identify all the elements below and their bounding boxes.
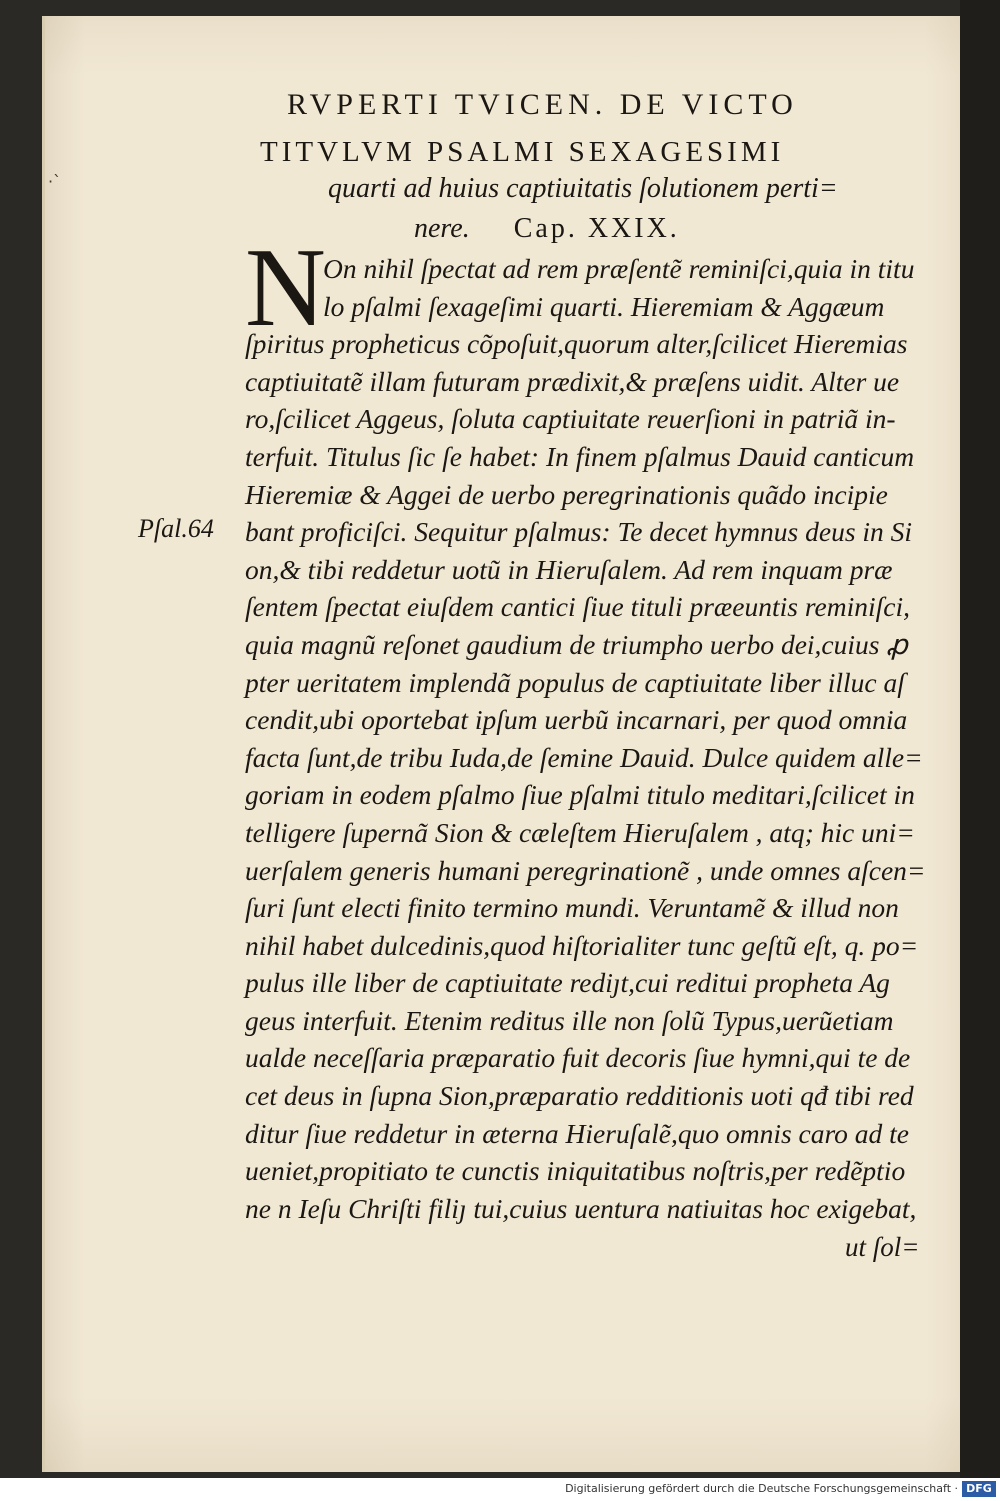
catchword: ut ſol= [845, 1232, 920, 1262]
text-line: cendit,ubi oportebat ipſum uerbũ incarnari, per quod omnia [245, 704, 908, 736]
text-line: ſpiritus propheticus cõpoſuit,quorum alter,ſcilicet Hieremias [245, 328, 908, 360]
side-mark: ·` [48, 172, 62, 191]
chapter-title [260, 136, 860, 249]
body-text [245, 250, 935, 1227]
text-line: quia magnũ reſonet gaudium de triumpho uerbo dei,cuius ꝓ [245, 628, 908, 660]
text-line: ro,ſcilicet Aggeus, ſoluta captiuitate reuerſioni in patriã in- [245, 403, 896, 435]
text-line: telligere ſupernã Sion & cæleſtem Hieruſalem , atq; hic uni= [245, 816, 915, 848]
text-line: geus interfuit. Etenim reditus ille non ſolũ Typus,uerũetiam [245, 1004, 894, 1036]
chapter-title-line3-text: nere. [414, 213, 470, 244]
chapter-title-caps: TITVLVM PSALMI SEXAGESIMI [260, 136, 785, 168]
text-line: uerſalem generis humani peregrinationẽ , unde omnes aſcen= [245, 854, 926, 886]
footer-bar [0, 1478, 1000, 1501]
text-line: pulus ille liber de captiuitate rediȷt,cui reditui propheta Ag [245, 967, 890, 999]
text-line: ne n Ieſu Chriſti filiȷ tui,cuius uentura natiuitas hoc exigebat, [245, 1192, 917, 1224]
text-line: On nihil ſpectat ad rem præſentẽ reminiſci,quia in titu [323, 253, 915, 284]
text-line: ſuri ſunt electi finito termino mundi. Veruntamẽ & illud non [245, 892, 899, 924]
text-line: ualde neceſſaria præparatio fuit decoris ſiue hymni,qui te de [245, 1042, 911, 1074]
text-line: Hieremiæ & Aggei de uerbo peregrinationis quãdo incipie [245, 478, 888, 510]
text-line: facta ſunt,de tribu Iuda,de ſemine Dauid. Dulce quidem alle= [245, 741, 923, 773]
text-line: pter ueritatem implendã populus de captiuitate liber illuc aſ [245, 666, 905, 698]
text-line: goriam in eodem pſalmo ſiue pſalmi titulo meditari,ſcilicet in [245, 779, 915, 811]
text-line: ueniet,propitiato te cunctis iniquitatibus noſtris,per redẽptio [245, 1155, 906, 1187]
text-line: captiuitatẽ illam futuram prædixit,& præſens uidit. Alter ue [245, 365, 900, 397]
text-line: bant proficiſci. Sequitur pſalmus: Te decet hymnus deus in Si [245, 516, 913, 548]
running-head: RVPERTI TVICEN. DE VICTO [287, 88, 798, 121]
chapter-title-line2: quarti ad huius captiuitatis ſolutionem perti= [328, 173, 838, 204]
text-line: ditur ſiue reddetur in æterna Hieruſalẽ,quo omnis caro ad te [245, 1117, 910, 1149]
drop-cap: N [245, 226, 326, 350]
text-line: lo pſalmi ſexageſimi quarti. Hieremiam & Aggæum [323, 290, 885, 322]
text-line: nihil habet dulcedinis,quod hiſtorialiter tunc geſtũ eſt, q. po= [245, 929, 919, 961]
text-line: ſentem ſpectat eiuſdem cantici ſiue tituli præeuntis reminiſci, [245, 591, 910, 623]
text-line: cet deus in ſupna Sion,præparatio redditionis uoti qđ tibi red [245, 1080, 914, 1112]
chapter-label: Cap. XXIX. [513, 213, 680, 244]
margin-note: Pſal.64 [138, 514, 214, 543]
funding-credit: Digitalisierung gefördert durch die Deutsche Forschungsgemeinschaft · [565, 1482, 958, 1495]
chapter-title-line3 [260, 209, 860, 249]
text-line: terfuit. Titulus ſic ſe habet: In finem pſalmus Dauid canticum [245, 440, 915, 472]
dfg-logo: DFG [962, 1481, 996, 1497]
text-line: on,& tibi reddetur uotũ in Hieruſalem. Ad rem inquam præ [245, 553, 893, 585]
